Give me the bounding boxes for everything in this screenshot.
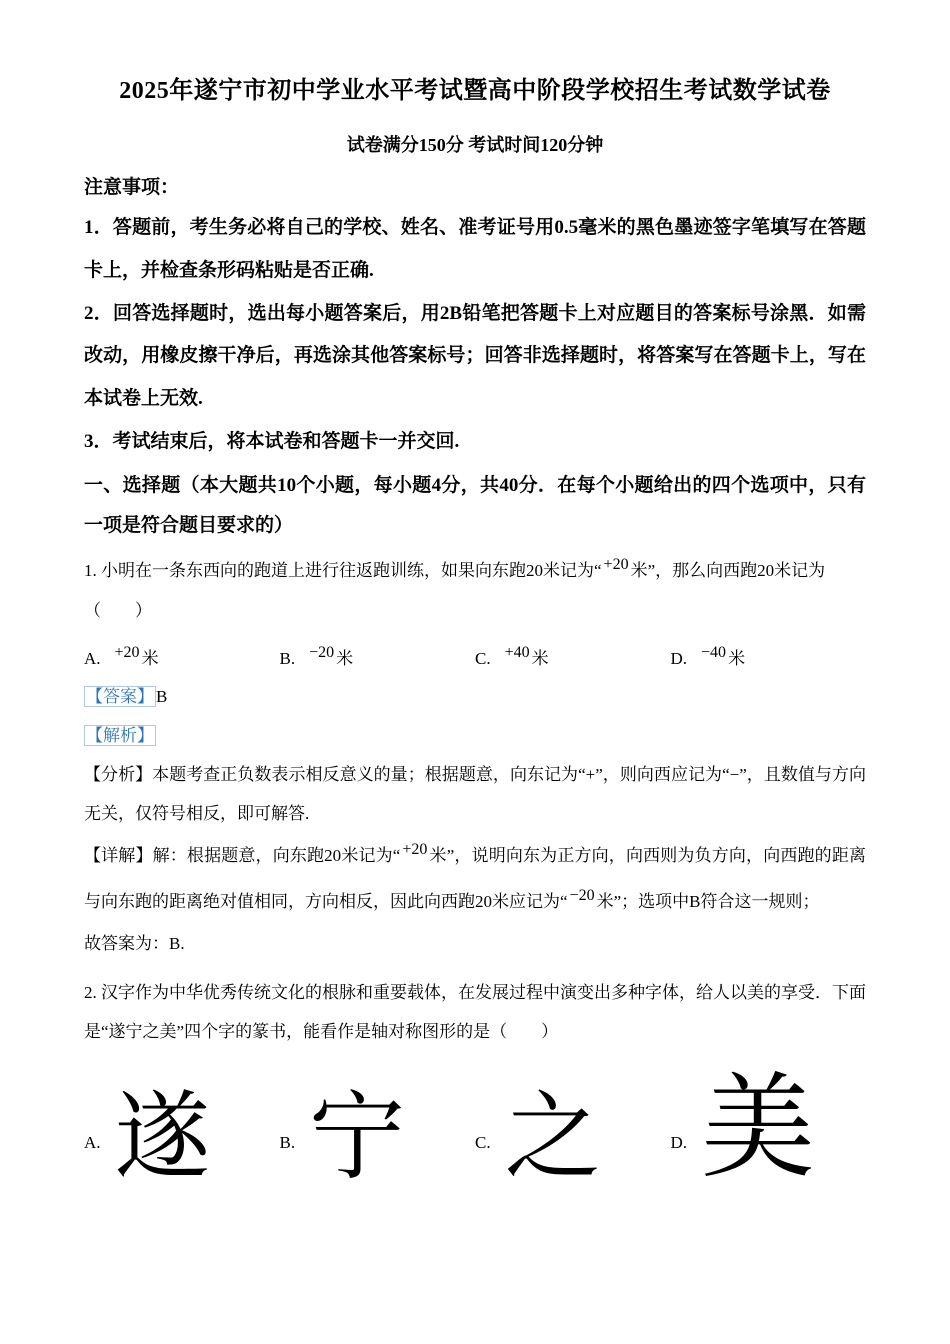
q1-option-b-letter: B. [279,649,296,669]
xiangjie-formula-1: +20 [402,841,428,859]
xiangjie-formula-2: −20 [569,886,595,904]
q1-option-c-letter: C. [475,649,491,669]
q2-option-a [84,1085,280,1191]
q2-option-d [671,1066,867,1191]
q2-option-c [475,1085,671,1191]
xiangjie-label: 【详解】 [84,846,153,866]
xiangjie-text-1: 解：根据题意，向东跑20米记为“ [152,846,401,866]
seal-character-mei: 美 [701,1064,816,1192]
q1-option-d-formula: −40 [701,644,727,662]
section-1-heading: 一、选择题（本大题共10个小题，每小题4分，共40分．在每个小题给出的四个选项中，只有一项是符合题目要求的） [84,474,866,537]
q1-option-a-letter: A. [84,649,101,669]
q1-analysis-header-line [84,716,866,755]
notice-item-2: 2．回答选择题时，选出每小题答案后，用2B铅笔把答题卡上对应题目的答案标号涂黑．如需改动，用橡皮擦干净后，再选涂其他答案标号；回答非选择题时，将答案写在答题卡上，写在本试卷上无效. [84,302,866,409]
analysis-tag: 【解析】 [86,726,154,746]
xiangjie-text-2: 米”，说明向东为正方向，向西则为负方向，向西跑的距离与向东跑的距离绝对值相同，方向相反，因此向西跑20米应记为“ [84,846,866,911]
q1-option-d [671,634,867,669]
q1-xiangjie-paragraph [84,833,866,924]
q1-option-c-unit: 米 [531,649,549,669]
fenxi-label: 【分析】 [84,765,153,785]
answer-tag: 【答案】 [86,687,154,707]
seal-character-zhi: 之 [504,1084,601,1192]
notice-item-1: 1．答题前，考生务必将自己的学校、姓名、准考证号用0.5毫米的黑色墨迹签字笔填写在答题卡上，并检查条形码粘贴是否正确. [84,217,866,281]
q1-stem-text-2: 米”，那么向西跑20米记为 [630,561,826,581]
answer-value: B [156,687,168,707]
notice-item-3: 3．考试结束后，将本试卷和答题卡一并交回. [84,430,460,452]
q1-answer-line [84,677,866,716]
question-2-stem: 2. 汉字作为中华优秀传统文化的根脉和重要载体，在发展过程中演变出多种字体，给人以美的享受．下面是“遂宁之美”四个字的篆书，能看作是轴对称图形的是（ ） [84,983,866,1042]
q1-option-c [475,634,671,669]
question-2-options [84,1066,866,1191]
q1-answer-brackets: （ ） [84,600,152,620]
q1-stem-formula: +20 [603,556,629,574]
question-1-options [84,634,866,669]
notice-heading: 注意事项： [84,177,180,198]
q1-option-c-formula: +40 [504,644,530,662]
q1-option-d-letter: D. [670,649,688,669]
seal-character-sui: 遂 [114,1084,211,1192]
q1-option-a [84,634,280,669]
q1-option-d-unit: 米 [728,649,746,669]
paper-subtitle: 试卷满分150分 考试时间120分钟 [346,135,604,155]
q2-option-b [280,1085,476,1191]
q2-option-c-letter: C. [475,1132,491,1152]
q1-conclusion: 故答案为：B. [84,934,185,954]
seal-character-ning: 宁 [309,1084,406,1192]
paper-title: 2025年遂宁市初中学业水平考试暨高中阶段学校招生考试数学试卷 [119,78,831,104]
q1-option-a-unit: 米 [141,649,159,669]
fenxi-text: 本题考查正负数表示相反意义的量；根据题意，向东记为“+”，则向西应记为“−”，且数值与方向无关，仅符号相反，即可解答. [84,765,867,824]
q2-option-a-letter: A. [84,1132,101,1152]
q1-option-b-formula: −20 [309,644,335,662]
q2-option-d-letter: D. [670,1132,688,1152]
q1-stem-text-1: 1. 小明在一条东西向的跑道上进行往返跑训练，如果向东跑20米记为“ [84,561,602,581]
question-1-stem [84,551,866,630]
q1-option-b-unit: 米 [336,649,354,669]
q1-fenxi-paragraph [84,755,866,833]
q1-option-b [280,634,476,669]
q2-option-b-letter: B. [279,1132,296,1152]
xiangjie-text-3: 米”；选项中B符合这一规则； [596,891,820,911]
q1-option-a-formula: +20 [114,644,140,662]
